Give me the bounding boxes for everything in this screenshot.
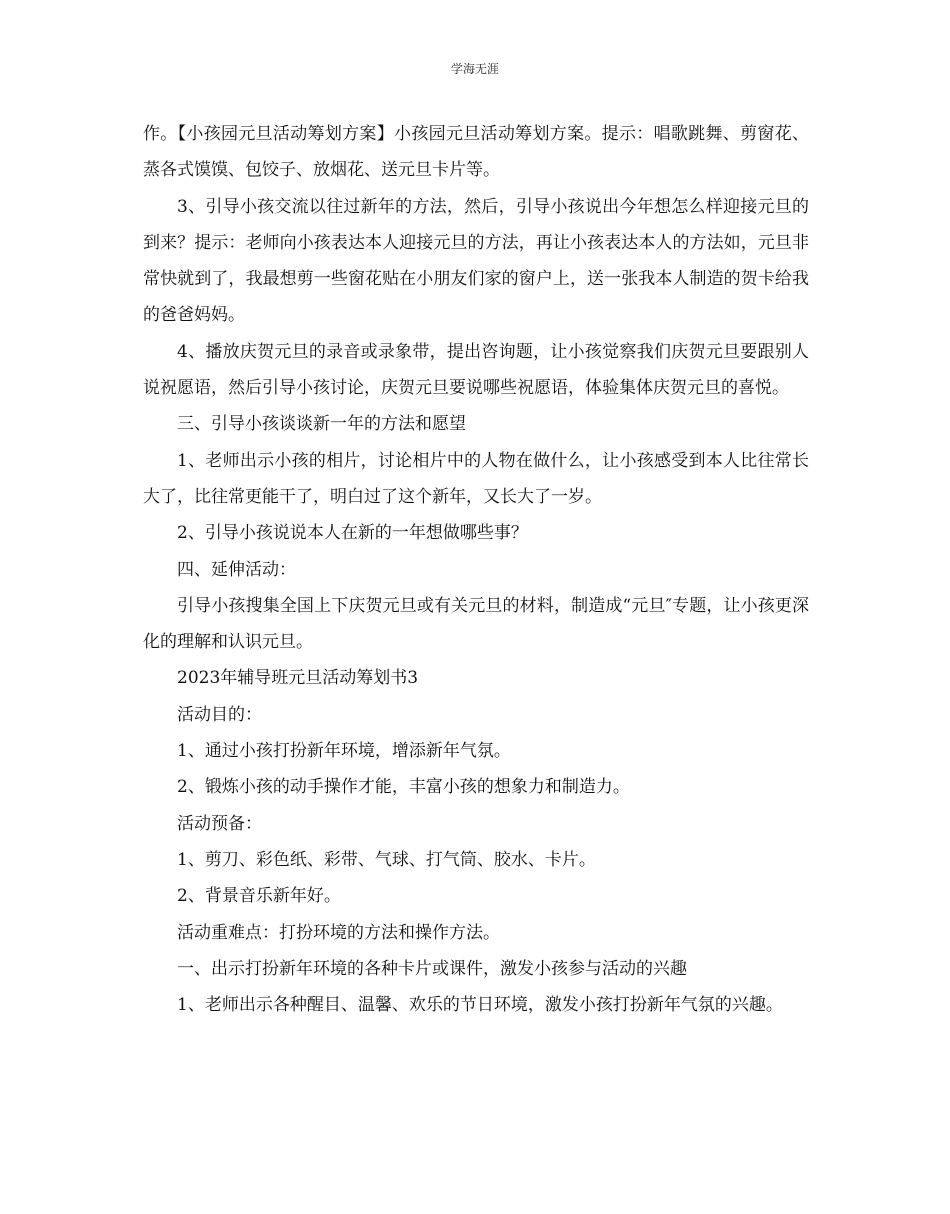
page-header: 学海无涯 [450, 62, 499, 76]
paragraph: 1、通过小孩打扮新年环境，增添新年气氛。 [177, 741, 511, 762]
paragraph: 作。【小孩园元旦活动筹划方案】小孩园元旦活动筹划方案。提示：唱歌跳舞、剪窗花、蒸各式馍馍、包饺子、放烟花、送元旦卡片等。 [143, 124, 809, 181]
document-title: 2023年辅导班元旦活动筹划书3 [177, 668, 419, 689]
paragraph: 活动重难点：打扮环境的方法和操作方法。 [177, 922, 500, 943]
paragraph: 1、剪刀、彩色纸、彩带、气球、打气筒、胶水、卡片。 [177, 849, 596, 870]
section-heading: 一、出示打扮新年环境的各种卡片或课件，激发小孩参与活动的兴趣 [177, 958, 687, 979]
paragraph: 4、播放庆贺元旦的录音或录象带，提出咨询题，让小孩觉察我们庆贺元旦要跟别人说祝愿语，然后引导小孩讨论，庆贺元旦要说哪些祝愿语，体验集体庆贺元旦的喜悦。 [143, 341, 809, 399]
paragraph: 引导小孩搜集全国上下庆贺元旦或有关元旦的材料，制造成“元旦″专题，让小孩更深化的理解和认识元旦。 [143, 595, 809, 653]
section-heading: 活动目的： [177, 704, 262, 725]
section-heading: 四、延伸活动： [177, 559, 296, 580]
paragraph: 1、老师出示小孩的相片，讨论相片中的人物在做什么，让小孩感受到本人比往常长大了，比往常更能干了，明白过了这个新年，又长大了一岁。 [143, 450, 809, 507]
paragraph: 2、背景音乐新年好。 [177, 886, 341, 907]
paragraph: 3、引导小孩交流以往过新年的方法，然后，引导小孩说出今年想怎么样迎接元旦的到来？提示：老师向小孩表达本人迎接元旦的方法，再让小孩表达本人的方法如，元旦非常快就到了，我最想剪一些窗花贴在小朋友们家的窗户上，送一张我本人制造的贺卡给我的爸爸妈妈。 [143, 196, 809, 326]
section-heading: 活动预备： [177, 813, 262, 834]
paragraph: 1、老师出示各种醒目、温馨、欢乐的节日环境，激发小孩打扮新年气氛的兴趣。 [177, 995, 783, 1016]
document-body [143, 116, 809, 1023]
paragraph: 2、引导小孩说说本人在新的一年想做哪些事？ [177, 523, 528, 544]
section-heading: 三、引导小孩谈谈新一年的方法和愿望 [177, 414, 466, 435]
paragraph: 2、锻炼小孩的动手操作才能，丰富小孩的想象力和制造力。 [177, 777, 630, 798]
